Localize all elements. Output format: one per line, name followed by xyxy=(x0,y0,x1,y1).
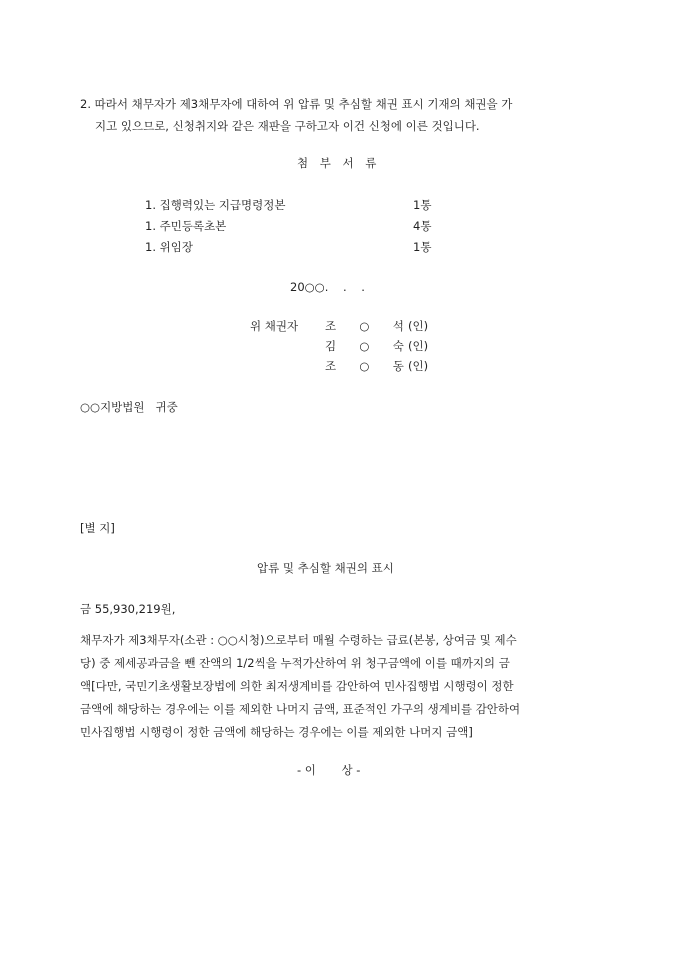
court-addressee: ○○지방법원 귀중 xyxy=(80,400,178,414)
attachment-item-2-label: 1. 주민등록초본 xyxy=(145,219,227,233)
creditor-name-2: 김 ○ 숙 xyxy=(325,339,404,353)
creditor-prefix: 위 채권자 xyxy=(250,319,299,333)
creditor-name-3: 조 ○ 동 xyxy=(325,359,404,373)
annex-body-line-5: 민사집행법 시행령이 정한 금액에 해당하는 경우에는 이를 제외한 나머지 금액] xyxy=(80,725,473,739)
creditor-seal-1: (인) xyxy=(408,319,429,333)
application-date: 20○○. . . xyxy=(290,280,365,294)
attachment-item-2-count: 4통 xyxy=(413,219,432,233)
attachments-heading: 첨 부 서 류 xyxy=(297,156,377,170)
claim-amount: 금 55,930,219원, xyxy=(80,602,176,616)
attachment-item-3-count: 1통 xyxy=(413,240,432,254)
annex-body-line-3: 액[다만, 국민기초생활보장법에 의한 최저생계비를 감안하여 민사집행법 시행령이 정한 xyxy=(80,679,514,693)
attachment-item-1-count: 1통 xyxy=(413,198,432,212)
annex-body-line-2: 당) 중 제세공과금을 뺀 잔액의 1/2씩을 누적가산하여 위 청구금액에 이를 때까지의 금 xyxy=(80,656,510,670)
attachment-item-1-label: 1. 집행력있는 지급명령정본 xyxy=(145,198,286,212)
creditor-name-1: 조 ○ 석 xyxy=(325,319,404,333)
creditor-seal-2: (인) xyxy=(408,339,429,353)
creditor-seal-3: (인) xyxy=(408,359,429,373)
paragraph-2-line-2: 지고 있으므로, 신청취지와 같은 재판을 구하고자 이건 신청에 이른 것입니다. xyxy=(95,119,480,133)
closing-mark: - 이 상 - xyxy=(297,763,361,777)
annex-body-line-1: 채무자가 제3채무자(소관 : ○○시청)으로부터 매월 수령하는 급료(본봉, 상여금 및 제수 xyxy=(80,633,517,647)
paragraph-2-line-1: 2. 따라서 채무자가 제3채무자에 대하여 위 압류 및 추심할 채권 표시 기재의 채권을 가 xyxy=(80,97,513,111)
annex-tag: [별 지] xyxy=(80,521,115,535)
attachment-item-3-label: 1. 위임장 xyxy=(145,240,193,254)
annex-title: 압류 및 추심할 채권의 표시 xyxy=(257,561,394,575)
annex-body-line-4: 금액에 해당하는 경우에는 이를 제외한 나머지 금액, 표준적인 가구의 생계비를 감안하여 xyxy=(80,702,521,716)
